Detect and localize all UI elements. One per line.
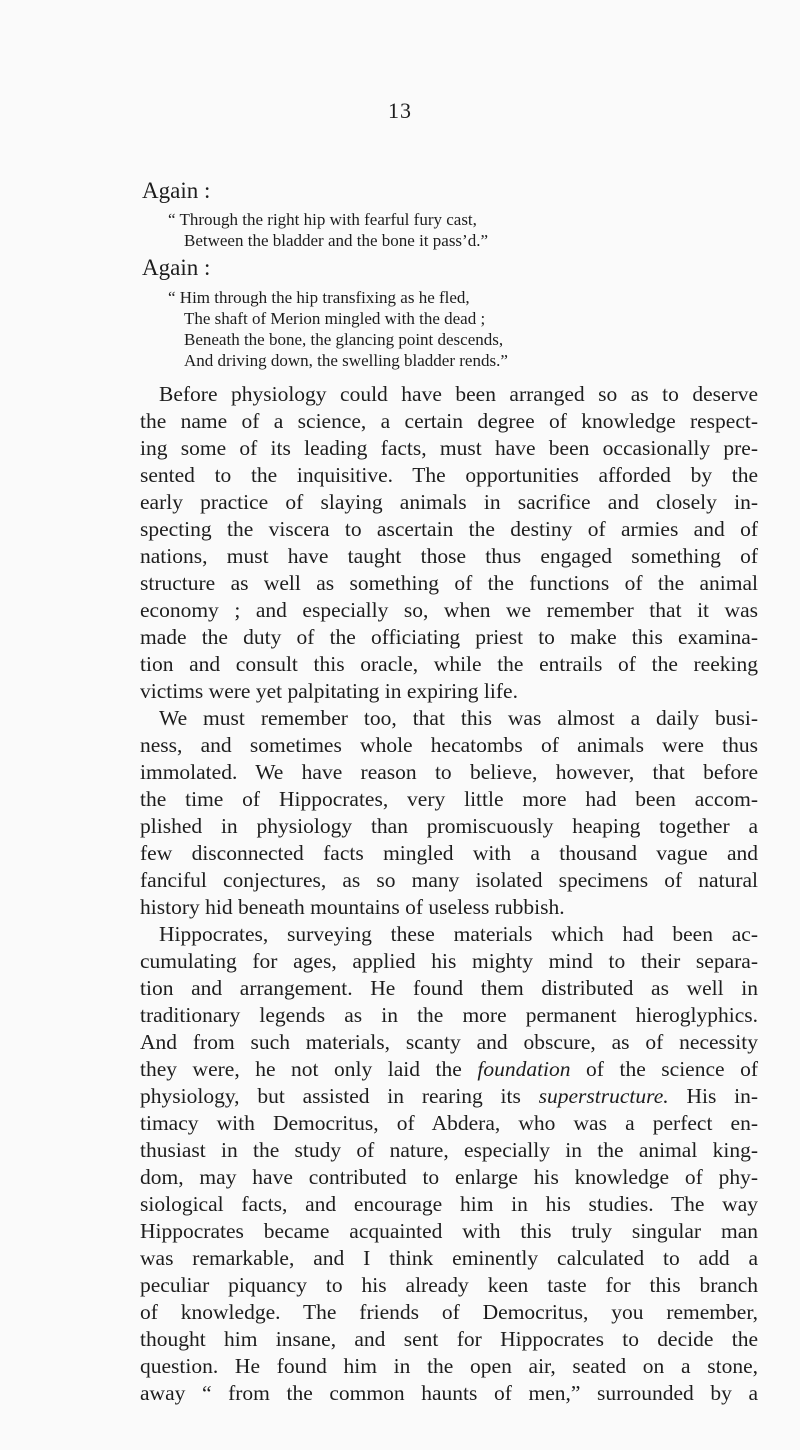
text-line: away “ from the common haunts of men,” surrounded by a: [140, 1381, 758, 1405]
text-fragment: His in-: [668, 1084, 758, 1108]
text-line: tion and consult this oracle, while the entrails of the reeking: [140, 652, 758, 676]
quote2-heading: Again :: [142, 255, 211, 280]
text-line: question. He found him in the open air, seated on a stone,: [140, 1354, 758, 1378]
text-line: [140, 1056, 758, 1083]
text-line: made the duty of the officiating priest to make this examina-: [140, 625, 758, 649]
text-line: nations, must have taught those thus engaged something of: [140, 544, 758, 568]
text-line: Hippocrates, surveying these materials which had been ac-: [159, 922, 758, 946]
text-line: [140, 1083, 758, 1110]
text-line: And from such materials, scanty and obscure, as of necessity: [140, 1030, 758, 1054]
verse-line: Between the bladder and the bone it pass’d.”: [184, 231, 489, 250]
text-line: Hippocrates became acquainted with this truly singular man: [140, 1219, 758, 1243]
text-line: few disconnected facts mingled with a thousand vague and: [140, 841, 758, 865]
text-line: ness, and sometimes whole hecatombs of animals were thus: [140, 733, 758, 757]
text-line: the time of Hippocrates, very little more had been accom-: [140, 787, 758, 811]
text-line: structure as well as something of the functions of the animal: [140, 571, 758, 595]
verse-line: “ Him through the hip transfixing as he fled,: [168, 288, 470, 307]
verse-line: Beneath the bone, the glancing point descends,: [184, 330, 504, 349]
page-number: 13: [388, 98, 412, 123]
text-line: timacy with Democritus, of Abdera, who was a perfect en-: [140, 1111, 758, 1135]
text-line: specting the viscera to ascertain the destiny of armies and of: [140, 517, 758, 541]
text-line: tion and arrangement. He found them distributed as well in: [140, 976, 758, 1000]
text-line: sented to the inquisitive. The opportunities afforded by the: [140, 463, 758, 487]
verse-line: And driving down, the swelling bladder rends.”: [184, 351, 508, 370]
text-line: was remarkable, and I think eminently calculated to add a: [140, 1246, 758, 1270]
text-line: thusiast in the study of nature, especially in the animal king-: [140, 1138, 758, 1162]
verse-line: The shaft of Merion mingled with the dead ;: [184, 309, 486, 328]
quote2-verse: [168, 287, 508, 371]
quote1-heading: Again :: [142, 178, 211, 203]
text-line: siological facts, and encourage him in his studies. The way: [140, 1192, 758, 1216]
text-line: We must remember too, that this was almost a daily busi-: [159, 706, 758, 730]
text-line: ing some of its leading facts, must have been occasionally pre-: [140, 436, 758, 460]
text-line: history hid beneath mountains of useless rubbish.: [140, 895, 565, 919]
text-fragment: of the science of: [570, 1057, 758, 1081]
italic-foundation: foundation: [477, 1057, 571, 1081]
text-line: early practice of slaying animals in sacrifice and closely in-: [140, 490, 758, 514]
text-fragment: physiology, but assisted in rearing its: [140, 1084, 539, 1108]
verse-line: “ Through the right hip with fearful fury cast,: [168, 210, 477, 229]
text-line: immolated. We have reason to believe, however, that before: [140, 760, 758, 784]
text-line: traditionary legends as in the more permanent hieroglyphics.: [140, 1003, 758, 1027]
text-line: peculiar piquancy to his already keen taste for this branch: [140, 1273, 758, 1297]
quote1-verse: [168, 209, 488, 251]
text-line: of knowledge. The friends of Democritus, you remember,: [140, 1300, 758, 1324]
text-line: victims were yet palpitating in expiring life.: [140, 679, 518, 703]
italic-superstructure: superstructure.: [538, 1084, 669, 1108]
text-line: dom, may have contributed to enlarge his knowledge of phy-: [140, 1165, 758, 1189]
text-line: plished in physiology than promiscuously heaping together a: [140, 814, 758, 838]
text-line: economy ; and especially so, when we remember that it was: [140, 598, 758, 622]
text-line: cumulating for ages, applied his mighty mind to their separa-: [140, 949, 758, 973]
text-line: the name of a science, a certain degree of knowledge respect-: [140, 409, 758, 433]
text-line: fanciful conjectures, as so many isolated specimens of natural: [140, 868, 758, 892]
text-line: thought him insane, and sent for Hippocrates to decide the: [140, 1327, 758, 1351]
text-fragment: they were, he not only laid the: [140, 1057, 478, 1081]
text-line: Before physiology could have been arranged so as to deserve: [159, 382, 758, 406]
body-text: [140, 381, 758, 1407]
